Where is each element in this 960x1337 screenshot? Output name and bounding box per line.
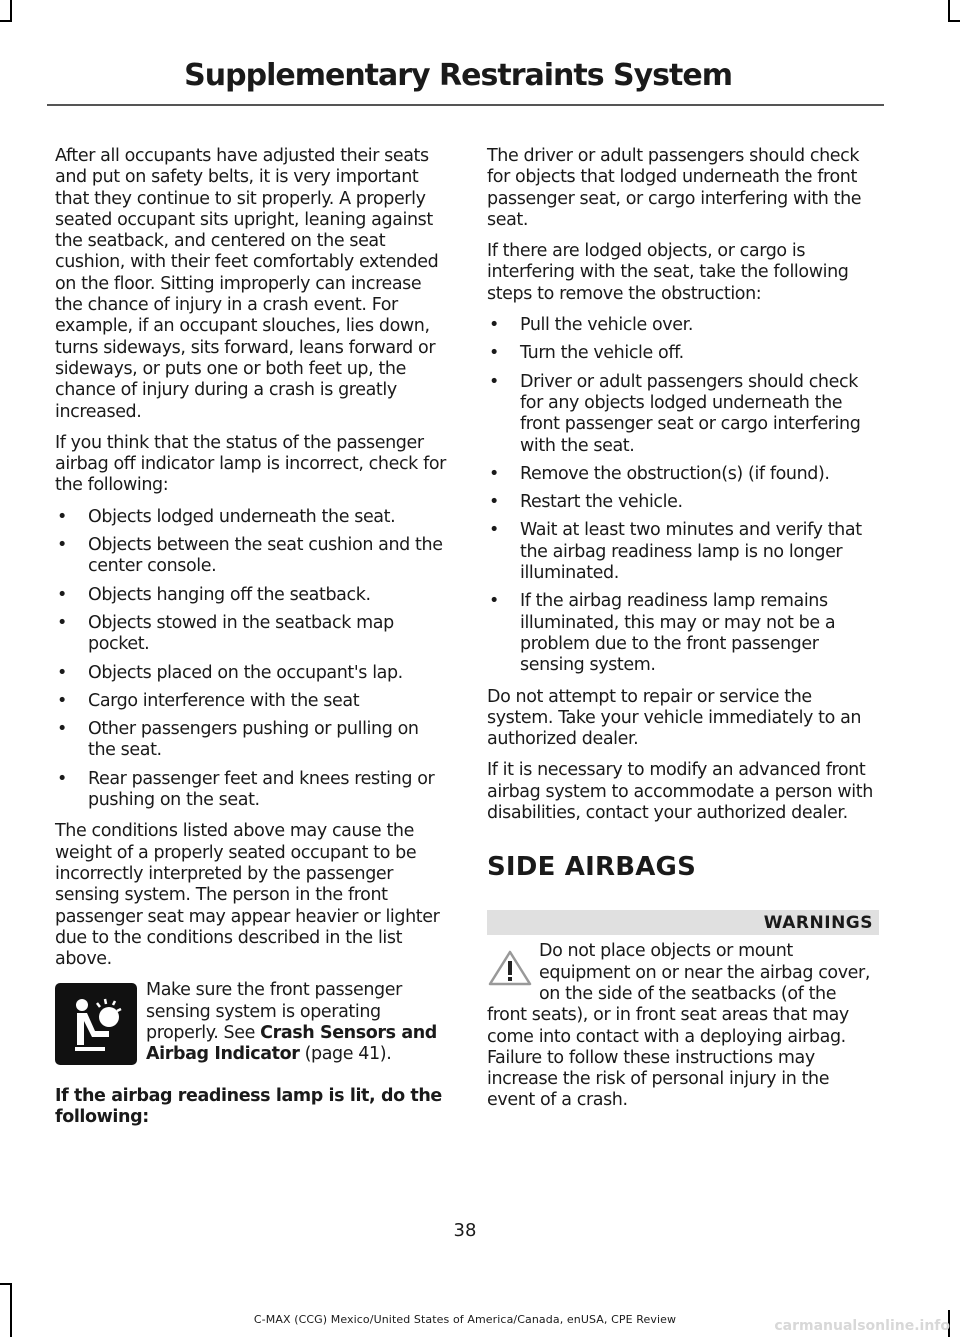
airbag-warning-icon bbox=[55, 983, 137, 1065]
crop-mark bbox=[10, 1283, 12, 1337]
page-number: 38 bbox=[453, 1220, 477, 1241]
right-column bbox=[487, 146, 879, 1122]
list-item: • Driver or adult passengers should check for any objects lodged underneath the front passenger seat or cargo interfering with the seat. bbox=[487, 372, 879, 457]
list-item: • Turn the vehicle off. bbox=[487, 343, 879, 364]
airbag-note bbox=[55, 980, 447, 1065]
crop-mark bbox=[0, 1283, 12, 1285]
list-item: • Other passengers pushing or pulling on the seat. bbox=[55, 719, 447, 762]
footer-text: C-MAX (CCG) Mexico/United States of America/Canada, enUSA, CPE Review bbox=[253, 1313, 677, 1326]
note-text: Make sure the front passenger sensing system is operating properly. See bbox=[146, 980, 402, 1043]
paragraph: If there are lodged objects, or cargo is interfering with the seat, take the following steps to remove the obstruction: bbox=[487, 241, 849, 304]
subheading: If the airbag readiness lamp is lit, do the following: bbox=[55, 1085, 442, 1127]
list-item: • Restart the vehicle. bbox=[487, 492, 879, 513]
steps-list bbox=[487, 315, 879, 676]
warning-block bbox=[487, 941, 879, 1111]
paragraph: After all occupants have adjusted their seats and put on safety belts, it is very important that they continue to sit properly. A properly seated occupant sits upright, leaning against the seatback, and centered on the seat cushion, with their feet comfortably extended on the floor. Sitting improperly can increase the chance of injury in a crash event. For example, if an occupant slouches, lies down, turns sideways, sits forward, leans forward or sideways, or puts one or both feet up, the chance of injury during a crash is greatly increased. bbox=[55, 146, 439, 422]
paragraph: If you think that the status of the passenger airbag off indicator lamp is incorrect, check for the following: bbox=[55, 432, 446, 496]
list-item: • If the airbag readiness lamp remains illuminated, this may or may not be a problem due to the front passenger sensing system. bbox=[487, 591, 879, 676]
paragraph: The driver or adult passengers should check for objects that lodged underneath the front passenger seat, or cargo interfering with the seat. bbox=[487, 146, 862, 230]
warning-text: Do not place objects or mount equipment on or near the airbag cover, on the side of the seatbacks (of the front seats), or in front seat areas that may come into contact with a deploying airbag. Failure to follow these instructions may increase the risk of personal injury in the event of a crash. bbox=[487, 941, 871, 1111]
list-item: • Cargo interference with the seat bbox=[55, 691, 447, 712]
watermark: carmanualsonline.info bbox=[774, 1318, 950, 1334]
crop-mark bbox=[10, 0, 12, 22]
list-item: • Objects between the seat cushion and the center console. bbox=[55, 535, 447, 578]
section-heading: SIDE AIRBAGS bbox=[487, 852, 697, 883]
page-title: Supplementary Restraints System bbox=[184, 58, 732, 93]
list-item: • Remove the obstruction(s) (if found). bbox=[487, 464, 879, 485]
list-item: • Objects lodged underneath the seat. bbox=[55, 507, 447, 528]
list-item: • Rear passenger feet and knees resting or pushing on the seat. bbox=[55, 769, 447, 812]
list-item: • Pull the vehicle over. bbox=[487, 315, 879, 336]
warnings-header: WARNINGS bbox=[487, 910, 879, 935]
list-item: • Objects hanging off the seatback. bbox=[55, 585, 447, 606]
paragraph: If it is necessary to modify an advanced front airbag system to accommodate a person with disabilities, contact your authorized dealer. bbox=[487, 760, 873, 824]
warning-triangle-icon bbox=[487, 949, 539, 987]
page-reference: (page 41). bbox=[299, 1044, 392, 1065]
crash-sensors-link[interactable]: Crash Sensors and Airbag Indicator bbox=[146, 1022, 437, 1065]
crop-mark bbox=[948, 0, 950, 22]
list-item: • Wait at least two minutes and verify that the airbag readiness lamp is no longer illuminated. bbox=[487, 520, 879, 584]
paragraph: Do not attempt to repair or service the system. Take your vehicle immediately to an authorized dealer. bbox=[487, 686, 862, 750]
crop-mark bbox=[948, 20, 960, 22]
crop-mark bbox=[0, 20, 12, 22]
paragraph: The conditions listed above may cause the weight of a properly seated occupant to be incorrectly interpreted by the passenger sensing system. The person in the front passenger seat may appear heavier or lighter due to the conditions described in the list above. bbox=[55, 821, 440, 970]
checklist bbox=[55, 507, 447, 812]
left-column bbox=[55, 146, 447, 1138]
list-item: • Objects placed on the occupant's lap. bbox=[55, 663, 447, 684]
title-divider bbox=[47, 104, 884, 106]
list-item: • Objects stowed in the seatback map pocket. bbox=[55, 613, 447, 656]
